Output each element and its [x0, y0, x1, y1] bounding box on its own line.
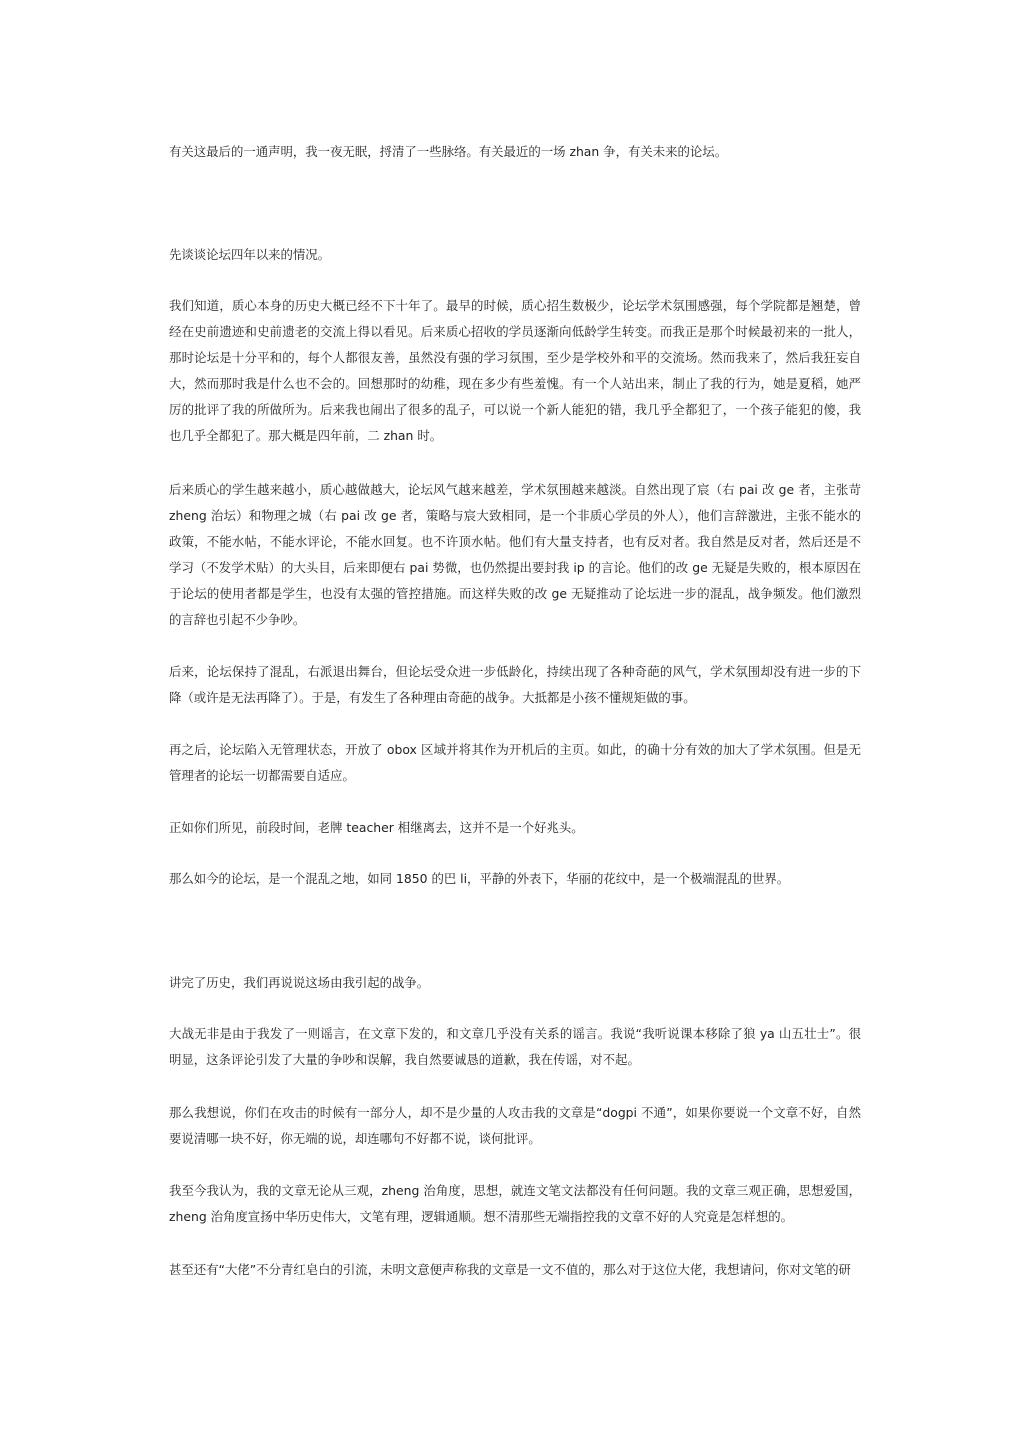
paragraph-history-heading: 先谈谈论坛四年以来的情况。 — [169, 247, 331, 262]
paragraph-history-unmanaged: 再之后，论坛陷入无管理状态，开放了 obox 区域并将其作为开机后的主页。如此，的确十分有效的加大了学术氛围。但是无管理者的论坛一切都需要自适应。 — [169, 742, 861, 783]
paragraph-defense: 我至今我认为，我的文章无论从三观，zheng 治角度，思想，就连文笔文法都没有任何问题。我的文章三观正确，思想爱国，zheng 治角度宣扬中华历史伟大，文笔有理，逻辑通顺。想不清那些无端指控我的文章不好的人究竟是怎样想的。 — [169, 1183, 861, 1224]
paragraph-war-heading: 讲完了历史，我们再说说这场由我引起的战争。 — [169, 975, 430, 990]
paragraph-criticism: 那么我想说，你们在攻击的时候有一部分人，却不是少量的人攻击我的文章是“dogpi 不通”，如果你要说一个文章不好，自然要说清哪一块不好，你无端的说，却连哪句不好都不说，谈何批评。 — [169, 1105, 861, 1146]
paragraph-history-reform: 后来质心的学生越来越小，质心越做越大，论坛风气越来越差，学术氛围越来越淡。自然出现了宸（右 pai 改 ge 者，主张苛 zheng 治坛）和物理之城（右 pai 改 ge 者，策略与宸大致相同，是一个非质心学员的外人），他们言辞激进，主张不能水的政策，不能水帖，不能水评论，不能水回复。也不许顶水帖。他们有大量支持者，也有反对者。我自然是反对者，然后还是不学习（不发学术贴）的大头目，后来即便右 pai 势微，也仍然提出要封我 ip 的言论。他们的改 ge 无疑是失败的，根本原因在于论坛的使用者都是学生，也没有太强的管控措施。而这样失败的改 ge 无疑推动了论坛进一步的混乱，战争频发。他们激烈的言辞也引起不少争吵。 — [169, 482, 861, 627]
paragraph-teachers-leave: 正如你们所见，前段时间，老牌 teacher 相继离去，这并不是一个好兆头。 — [169, 820, 584, 835]
paragraph-history-early: 我们知道，质心本身的历史大概已经不下十年了。最早的时候，质心招生数极少，论坛学术氛围感强，每个学院都是翘楚，曾经在史前遗迹和史前遗老的交流上得以看见。后来质心招收的学员逐渐向低龄学生转变。而我正是那个时候最初来的一批人，那时论坛是十分平和的，每个人都很友善，虽然没有强的学习氛围，至少是学校外和平的交流场。然而我来了，然后我狂妄自大，然而那时我是什么也不会的。回想那时的幼稚，现在多少有些羞愧。有一个人站出来，制止了我的行为，她是夏稻，她严厉的批评了我的所做所为。后来我也闹出了很多的乱子，可以说一个新人能犯的错，我几乎全都犯了，一个孩子能犯的傻，我也几乎全都犯了。那大概是四年前，二 zhan 时。 — [169, 298, 861, 443]
paragraph-history-chaos: 后来，论坛保持了混乱，右派退出舞台，但论坛受众进一步低龄化，持续出现了各种奇葩的风气，学术氛围却没有进一步的下降（或许是无法再降了）。于是，有发生了各种理由奇葩的战争。大抵都是小孩不懂规矩做的事。 — [169, 664, 861, 705]
paragraph-intro: 有关这最后的一通声明，我一夜无眠，捋清了一些脉络。有关最近的一场 zhan 争，有关未来的论坛。 — [169, 144, 728, 159]
paragraph-bigshot: 甚至还有“大佬”不分青红皂白的引流，未明文意便声称我的文章是一文不值的，那么对于这位大佬，我想请问，你对文笔的研 — [169, 1262, 851, 1277]
paragraph-current-forum: 那么如今的论坛，是一个混乱之地，如同 1850 的巴 li，平静的外表下，华丽的花纹中，是一个极端混乱的世界。 — [169, 871, 790, 886]
paragraph-rumor: 大战无非是由于我发了一则谣言，在文章下发的，和文章几乎没有关系的谣言。我说“我听说课本移除了狼 ya 山五壮士”。很明显，这条评论引发了大量的争吵和误解，我自然要诚恳的道歉，我在传谣，对不起。 — [169, 1026, 861, 1067]
